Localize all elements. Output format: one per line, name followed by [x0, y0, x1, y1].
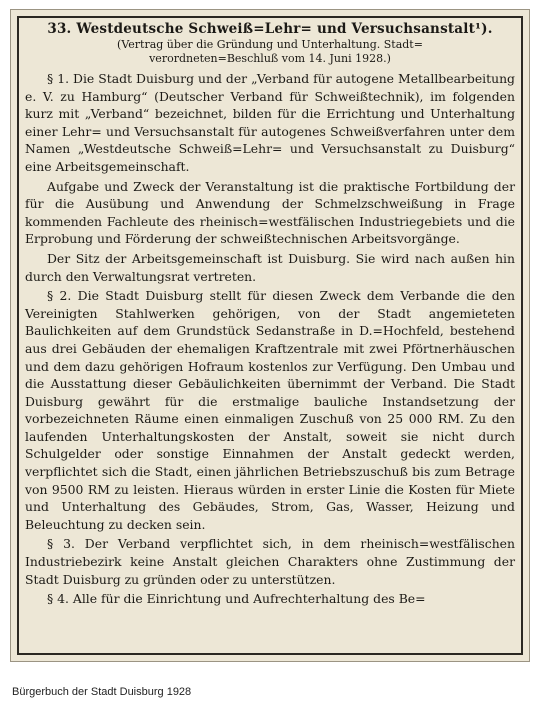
document-body — [25, 20, 515, 610]
subtitle-line-1: (Vertrag über die Gründung und Unterhaltung. Stadt= — [117, 38, 423, 51]
document-subtitle — [25, 38, 515, 66]
paragraph-section-4: § 4. Alle für die Einrichtung und Aufrechterhaltung des Be= — [47, 591, 426, 607]
paragraph-seat: Der Sitz der Arbeitsgemeinschaft ist Duisburg. Sie wird nach außen hin durch den Verwaltungsrat vertreten. — [25, 250, 515, 284]
document-page — [10, 9, 530, 662]
paragraph-section-2: § 2. Die Stadt Duisburg stellt für diesen Zweck dem Verbande die den Vereinigten Stahlwerken gehörigen, von der Stadt angemieteten Baulichkeiten auf dem Grundstück Sedanstraße in D.=Hochfeld, bestehend aus drei Gebäuden der ehemaligen Kraftzentrale mit zwei Pförtnerhäuschen und dem dazu gehörigen Hofraum kostenlos zur Verfügung. Den Umbau und die Ausstattung dieser Gebäulichkeiten übernimmt der Verband. Die Stadt Duisburg gewährt für die erstmalige bauliche Instandsetzung der vorbezeichneten Räume einen einmaligen Zuschuß von 25 000 RM. Zu den laufenden Unterhaltungskosten der Anstalt, soweit sie nicht durch Schulgelder oder sonstige Einnahmen der Anstalt gedeckt werden, verpflichtet sich die Stadt, einen jährlichen Betriebszuschuß bis zum Betrage von 9500 RM zu leisten. Hieraus würden in erster Linie die Kosten für Miete und Unterhaltung des Gebäudes, Strom, Gas, Wasser, Heizung und Beleuchtung zu decken sein. — [25, 288, 515, 532]
paragraph-section-3: § 3. Der Verband verpflichtet sich, in dem rheinisch=westfälischen Industriebezirk keine Anstalt gleichen Charakters ohne Zustimmung der Stadt Duisburg zu gründen oder zu unterstützen. — [25, 536, 515, 587]
paragraph-purpose: Aufgabe und Zweck der Veranstaltung ist die praktische Fortbildung der für die Ausübung und Anwendung der Schmelzschweißung in Frage kommenden Fachleute des rheinisch=westfälischen Industriegebiets und die Erprobung und Förderung der schweißtechnischen Arbeitsvorgänge. — [25, 178, 515, 247]
paragraph-section-1: § 1. Die Stadt Duisburg und der „Verband für autogene Metallbearbeitung e. V. zu Hamburg“ (Deutscher Verband für Schweißtechnik), im folgenden kurz mit „Verband“ bezeichnet, bilden für die Errichtung und Unterhaltung einer Lehr= und Versuchsanstalt für autogenes Schweißverfahren unter dem Namen „Westdeutsche Schweiß=Lehr= und Versuchsanstalt zu Duisburg“ eine Arbeitsgemeinschaft. — [25, 71, 515, 174]
source-caption: Bürgerbuch der Stadt Duisburg 1928 — [12, 686, 192, 698]
document-title: 33. Westdeutsche Schweiß=Lehr= und Versuchsanstalt¹). — [47, 21, 493, 37]
subtitle-line-2: verordneten=Beschluß vom 14. Juni 1928.) — [149, 52, 391, 65]
